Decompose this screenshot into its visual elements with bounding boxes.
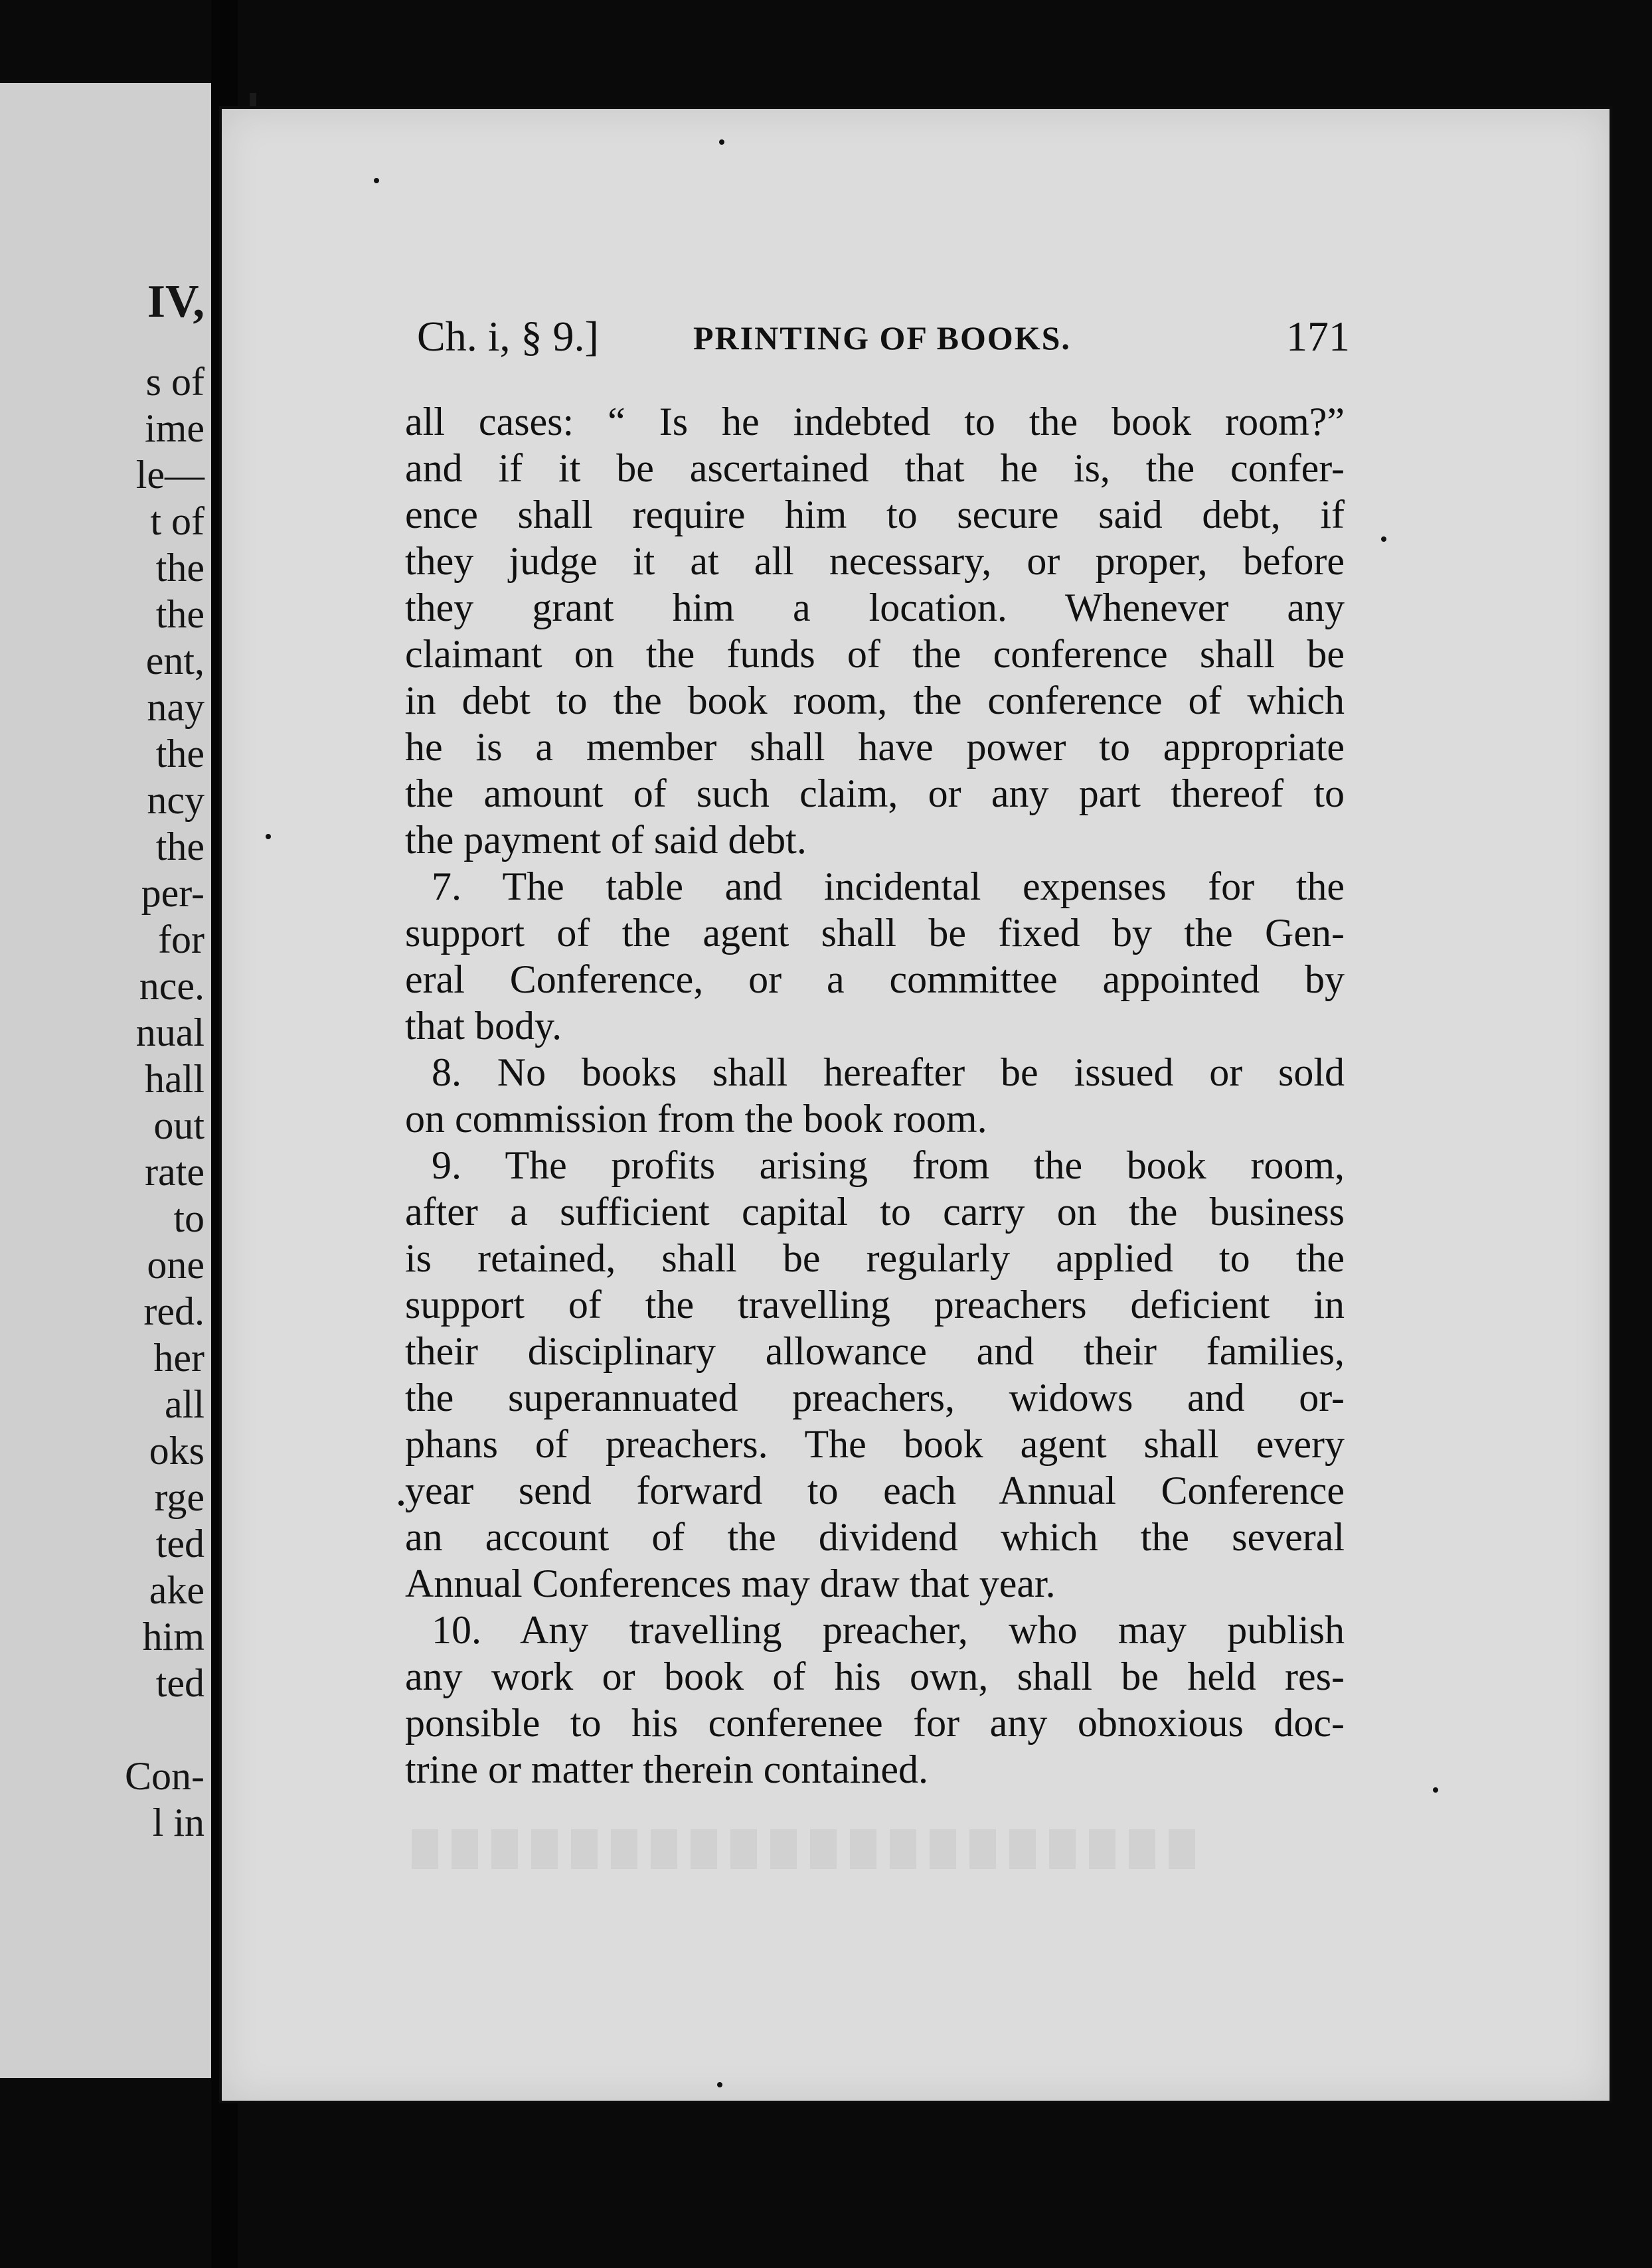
left-page-line: rate (145, 1150, 205, 1194)
text-line: Annual Conferences may draw that year. (405, 1562, 1056, 1605)
text-line: 8. No books shall hereafter be issued or sold (432, 1050, 1345, 1094)
text-line: claimant on the funds of the conference shall be (405, 632, 1345, 676)
left-page-line: nce. (139, 964, 205, 1008)
text-line: the amount of such claim, or any part thereof to (405, 771, 1345, 815)
left-page-line: out (153, 1103, 205, 1147)
text-line: any work or book of his own, shall be held res- (405, 1655, 1345, 1698)
page-number: 171 (1286, 313, 1350, 360)
speck (1433, 1787, 1438, 1793)
text-line: they judge it at all necessary, or proper, before (405, 539, 1345, 583)
text-line: and if it be ascertained that he is, the confer- (405, 446, 1345, 490)
left-page-line: nay (147, 685, 205, 729)
speck (266, 834, 271, 839)
left-page-line: one (147, 1243, 205, 1287)
text-line: they grant him a location. Whenever any (405, 586, 1345, 629)
text-line: year send forward to each Annual Conference (405, 1469, 1345, 1512)
left-page-line: hall (145, 1057, 205, 1101)
left-page-line: to (173, 1196, 205, 1240)
text-line: the payment of said debt. (405, 818, 807, 862)
left-page-line: ent, (145, 639, 205, 683)
text-line: 10. Any travelling preacher, who may publish (432, 1608, 1345, 1652)
left-page-line: t of (150, 499, 205, 543)
text-line: 9. The profits arising from the book room, (432, 1143, 1345, 1187)
left-page-line: the (155, 732, 205, 775)
left-page-line: him (142, 1615, 205, 1659)
text-line: support of the agent shall be fixed by the Gen- (405, 911, 1345, 955)
text-line: in debt to the book room, the conference of which (405, 679, 1345, 722)
left-page-line: le— (135, 453, 205, 497)
text-line: ponsible to his conferenee for any obnoxious doc- (405, 1701, 1345, 1745)
text-line: trine or matter therein contained. (405, 1747, 928, 1791)
left-page-line: ted (155, 1522, 205, 1566)
text-line: ence shall require him to secure said debt, if (405, 493, 1345, 536)
previous-page-edge (0, 83, 218, 2078)
left-page-line: per- (141, 871, 205, 915)
left-page-line: her (153, 1336, 205, 1380)
left-page-line: nual (135, 1011, 205, 1054)
left-page-line: ted (155, 1661, 205, 1705)
left-page-line: ake (149, 1568, 205, 1612)
page-heading: PRINTING OF BOOKS. (693, 319, 1071, 357)
left-page-line: red. (143, 1289, 205, 1333)
chapter-section-reference: Ch. i, § 9.] (417, 313, 599, 360)
text-line: 7. The table and incidental expenses for the (432, 864, 1345, 908)
left-page-line: for (158, 918, 205, 961)
left-page-line: l in (152, 1801, 205, 1844)
text-line: after a sufficient capital to carry on the business (405, 1190, 1345, 1234)
text-line: phans of preachers. The book agent shall every (405, 1422, 1345, 1466)
text-line: he is a member shall have power to appropriate (405, 725, 1345, 769)
speck (398, 1500, 404, 1506)
text-line: their disciplinary allowance and their families, (405, 1329, 1345, 1373)
left-page-line: ncy (147, 778, 205, 822)
left-page-line: oks (149, 1429, 205, 1473)
text-line: that body. (405, 1004, 562, 1048)
speck (1381, 536, 1386, 542)
left-page-line: Con- (125, 1754, 205, 1798)
speck (717, 2082, 722, 2087)
text-line: support of the travelling preachers deficient in (405, 1283, 1345, 1327)
text-line: is retained, shall be regularly applied to the (405, 1236, 1345, 1280)
left-page-line: the (155, 825, 205, 868)
text-line: eral Conference, or a committee appointed by (405, 957, 1345, 1001)
left-page-line: all (165, 1382, 205, 1426)
text-line: an account of the dividend which the several (405, 1515, 1345, 1559)
speck (374, 178, 379, 183)
show-through-bleed (412, 1829, 1208, 1869)
left-page-line: rge (154, 1475, 205, 1519)
left-page-line: s of (145, 360, 205, 404)
page-body (405, 398, 1345, 1793)
text-line: the superannuated preachers, widows and or- (405, 1376, 1345, 1419)
speck (719, 139, 724, 145)
left-page-line: IV, (147, 276, 205, 327)
running-head (417, 312, 1350, 365)
left-page-line: the (155, 546, 205, 590)
text-line: all cases: “ Is he indebted to the book room?” (405, 400, 1345, 444)
text-line: on commission from the book room. (405, 1097, 987, 1141)
left-page-line: the (155, 592, 205, 636)
left-page-line: ime (145, 406, 205, 450)
